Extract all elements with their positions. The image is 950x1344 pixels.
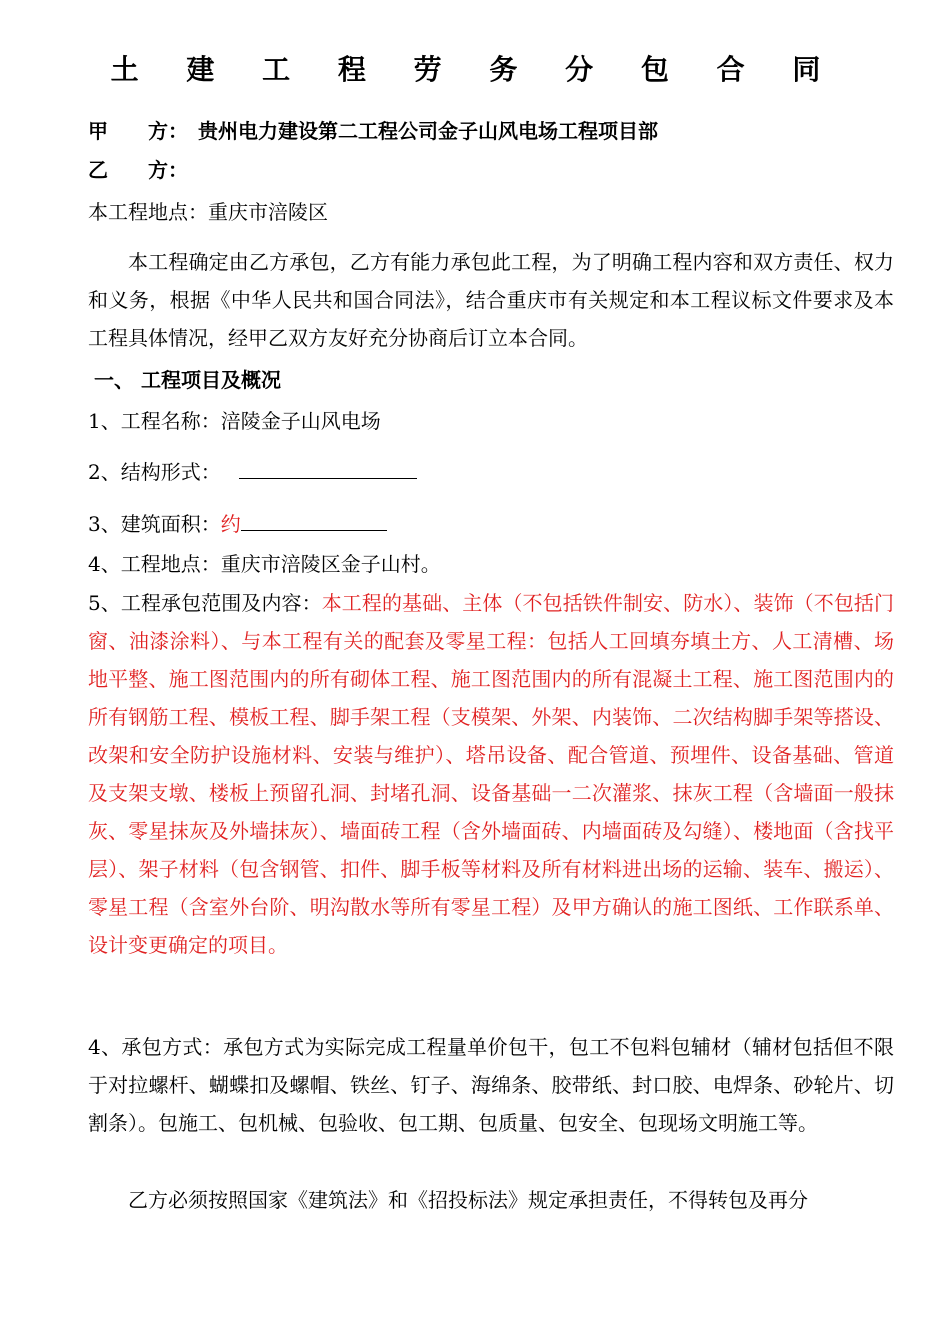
item-project-name: 1、工程名称：涪陵金子山风电场 — [88, 409, 381, 433]
party-b-line — [88, 151, 898, 189]
item-area — [88, 505, 898, 543]
area-value: 约 — [220, 512, 241, 536]
area-label: 3、建筑面积： — [88, 512, 221, 536]
item-scope — [88, 584, 894, 964]
item-structure — [88, 453, 898, 491]
party-a-label: 甲 方： — [88, 119, 188, 143]
party-a-line — [88, 112, 898, 150]
document-title: 土 建 工 程 劳 务 分 包 合 同 — [110, 53, 840, 86]
structure-blank — [239, 456, 417, 479]
project-location-line: 本工程地点：重庆市涪陵区 — [88, 200, 328, 224]
section-1-heading: 一、 工程项目及概况 — [94, 368, 281, 392]
item-site: 4、工程地点：重庆市涪陵区金子山村。 — [88, 552, 441, 576]
area-blank — [241, 508, 387, 531]
obligation-paragraph: 乙方必须按照国家《建筑法》和《招投标法》规定承担责任，不得转包及再分 — [128, 1188, 808, 1212]
structure-label: 2、结构形式： — [88, 460, 221, 484]
party-a-value: 贵州电力建设第二工程公司金子山风电场工程项目部 — [198, 119, 658, 143]
scope-text: 本工程的基础、主体（不包括铁件制安、防水）、装饰（不包括门窗、油漆涂料）、与本工程有关的配套及零星工程：包括人工回填夯填土方、人工清槽、场地平整、施工图范围内的所有砌体工程、施工图范围内的所有混凝土工程、施工图范围内的所有钢筋工程、模板工程、脚手架工程（支模架、外架、内装饰、二次结构脚手架等搭设、改架和安全防护设施材料、安装与维护）、塔吊设备、配合管道、预埋件、设备基础、管道及支架支墩、楼板上预留孔洞、封堵孔洞、设备基础一二次灌浆、抹灰工程（含墙面一般抹灰、零星抹灰及外墙抹灰）、墙面砖工程（含外墙面砖、内墙面砖及勾缝）、楼地面（含找平层）、架子材料（包含钢管、扣件、脚手板等材料及所有材料进出场的运输、装车、搬运）、零星工程（含室外台阶、明沟散水等所有零星工程）及甲方确认的施工图纸、工作联系单、设计变更确定的项目。 — [88, 591, 895, 957]
party-b-label: 乙 方： — [88, 158, 188, 182]
item-contract-mode: 4、承包方式：承包方式为实际完成工程量单价包干，包工不包料包辅材（辅材包括但不限于对拉螺杆、蝴蝶扣及螺帽、铁丝、钉子、海绵条、胶带纸、封口胶、电焊条、砂轮片、切割条）。包施工、包机械、包验收、包工期、包质量、包安全、包现场文明施工等。 — [88, 1035, 894, 1135]
scope-label: 5、工程承包范围及内容： — [88, 591, 322, 615]
intro-paragraph: 本工程确定由乙方承包，乙方有能力承包此工程，为了明确工程内容和双方责任、权力和义务，根据《中华人民共和国合同法》，结合重庆市有关规定和本工程议标文件要求及本工程具体情况，经甲乙双方友好充分协商后订立本合同。 — [88, 250, 894, 350]
